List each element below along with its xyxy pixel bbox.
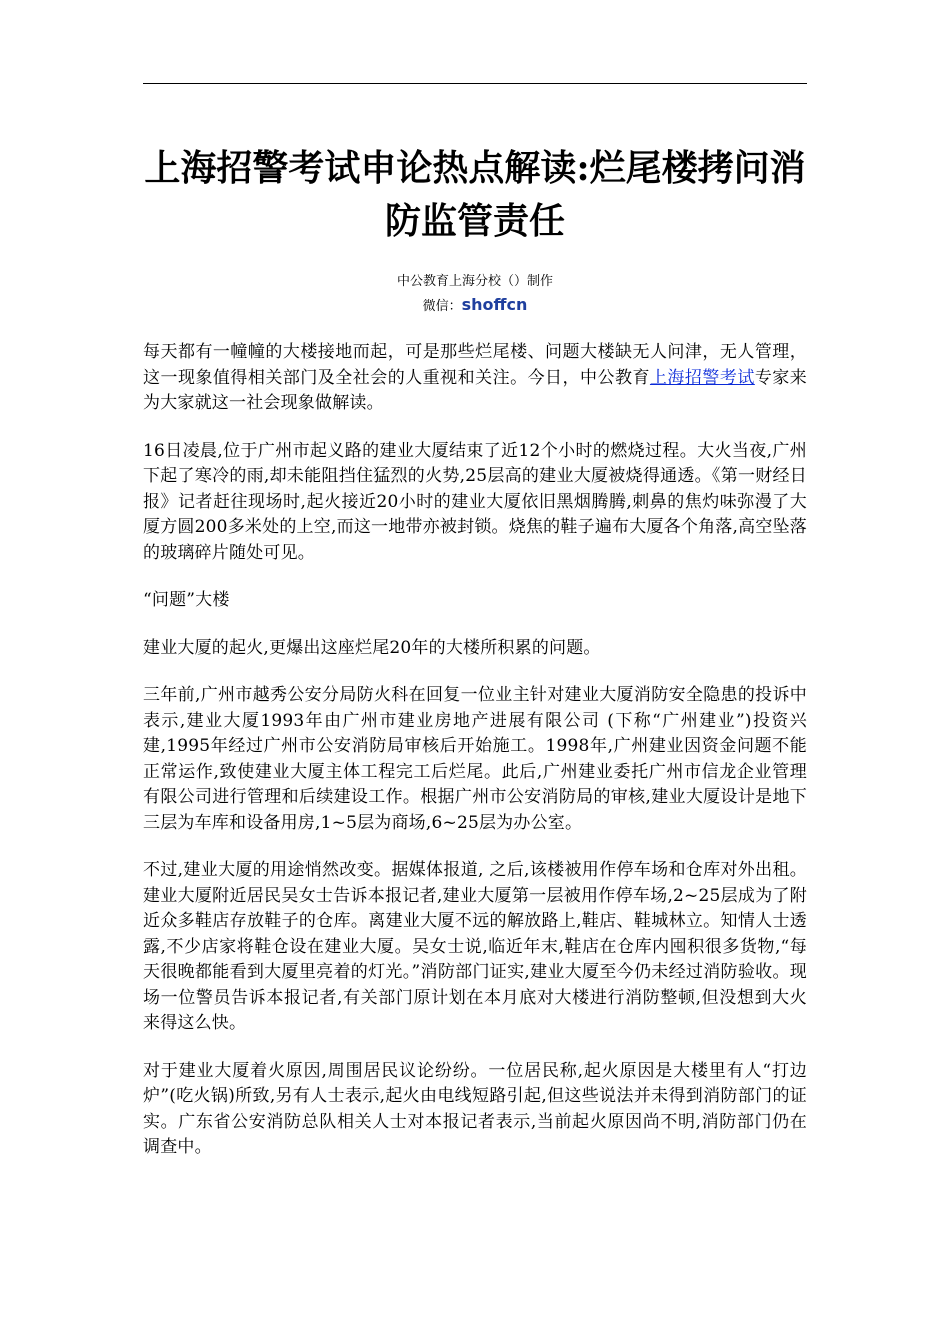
wechat-label: 微信： [422,299,462,314]
document-title: 上海招警考试申论热点解读:烂尾楼拷问消防监管责任 [144,147,806,242]
wechat-line [143,294,807,318]
paragraph-fire-report: 16日凌晨,位于广州市起义路的建业大厦结束了近12个小时的燃烧过程。大火当夜,广州下起了寒冷的雨,却未能阻挡住猛烈的火势,25层高的建业大厦被烧得通透。《第一财经日报》记者赶往现场时,起火接近20小时的建业大厦依旧黑烟腾腾,刺鼻的焦灼味弥漫了大厦方圆200多米处的上空,而这一地带亦被封锁。烧焦的鞋子遍布大厦各个角落,高空坠落的玻璃碎片随处可见。 [143,440,807,563]
article-body [143,340,807,1183]
paragraph-fire-cause: 对于建业大厦着火原因,周围居民议论纷纷。一位居民称,起火原因是大楼里有人“打边炉”(吃火锅)所致,另有人士表示,起火由电线短路引起,但这些说法并未得到消防部门的证实。广东省公安消防总队相关人士对本报记者表示,当前起火原因尚不明,消防部门仍在调查中。 [143,1060,807,1157]
byline: 中公教育上海分校（）制作 [396,274,553,289]
intro-text-after: 专家来为大家就这一社会现象做解读。 [143,367,807,413]
intro-text-before: 每天都有一幢幢的大楼接地而起，可是那些烂尾楼、问题大楼缺无人问津，无人管理，这一现象值得相关部门及全社会的人重视和关注。今日，中公教育 [143,342,807,388]
paragraph-history: 三年前,广州市越秀公安分局防火科在回复一位业主针对建业大厦消防安全隐患的投诉中表示,建业大厦1993年由广州市建业房地产进展有限公司 (下称“广州建业”)投资兴建,1995年经过广州市公安消防局审核后开始施工。1998年,广州建业因资金问题不能正常运作,致使建业大厦主体工程完工后烂尾。此后,广州建业委托广州市信龙企业管理有限公司进行管理和后续建设工作。根据广州市公安消防局的审核,建业大厦设计是地下三层为车库和设备用房,1~5层为商场,6~25层为办公室。 [143,685,807,833]
shanghai-police-exam-link[interactable]: 上海招警考试 [649,367,755,388]
paragraph-usage-change: 不过,建业大厦的用途悄然改变。据媒体报道, 之后,该楼被用作停车场和仓库对外出租。建业大厦附近居民吴女士告诉本报记者,建业大厦第一层被用作停车场,2~25层成为了附近众多鞋店存放鞋子的仓库。离建业大厦不远的解放路上,鞋店、鞋城林立。知情人士透露,不少店家将鞋仓设在建业大厦。吴女士说,临近年末,鞋店在仓库内囤积很多货物,“每天很晚都能看到大厦里亮着的灯光。”消防部门证实,建业大厦至今仍未经过消防验收。现场一位警员告诉本报记者,有关部门原计划在本月底对大楼进行消防整顿,但没想到大火来得这么快。 [143,860,807,1033]
paragraph-problems: 建业大厦的起火,更爆出这座烂尾20年的大楼所积累的问题。 [143,637,601,658]
wechat-id: shoffcn [461,295,528,314]
section-heading: “问题”大楼 [143,590,230,610]
paragraph-intro [143,340,807,417]
header-rule [143,83,807,84]
